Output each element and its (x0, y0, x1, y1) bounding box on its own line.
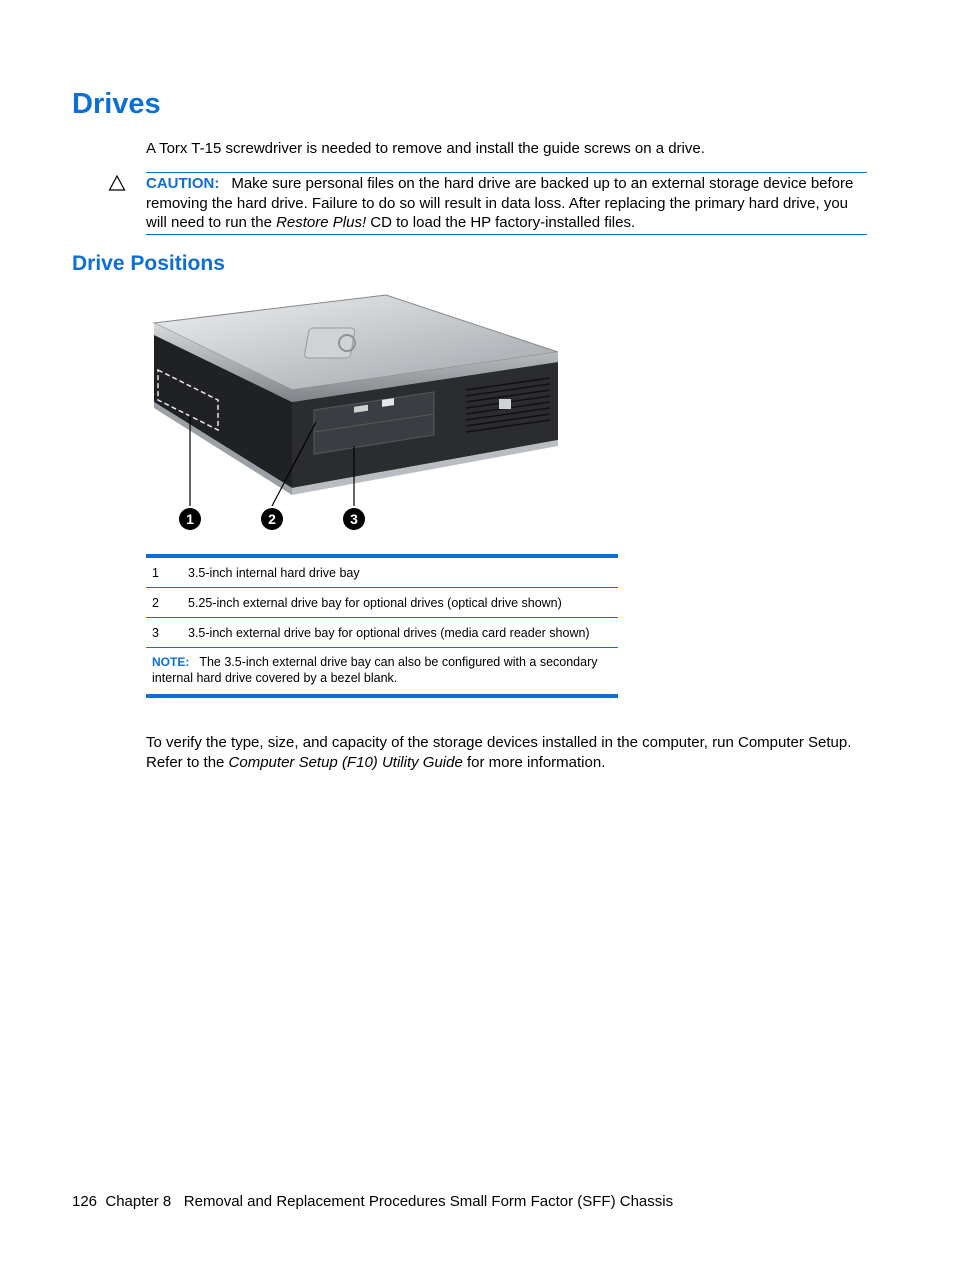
outro-paragraph (146, 733, 866, 772)
warning-triangle-icon (108, 174, 126, 192)
footer-chapter: Chapter 8 (105, 1193, 172, 1210)
callout-1: 1 (186, 511, 194, 527)
table-row (146, 588, 618, 618)
outro-text-before: To verify the type, size, and capacity of the storage devices installed in the computer, run Computer Setup. Refer to the (146, 734, 852, 771)
table-row (146, 618, 618, 648)
outro-text-after: for more information. (462, 753, 606, 771)
section-heading: Drive Positions (72, 252, 225, 275)
page-footer (72, 1193, 673, 1210)
row-description: 3.5-inch internal hard drive bay (182, 556, 618, 588)
table-note-row (146, 648, 618, 697)
note-label: NOTE: (152, 655, 190, 669)
page-title: Drives (72, 88, 161, 120)
intro-paragraph: A Torx T-15 screwdriver is needed to remove and install the guide screws on a drive. (146, 140, 705, 157)
outro-text-italic: Computer Setup (F10) Utility Guide (228, 753, 463, 771)
callout-2: 2 (268, 511, 276, 527)
row-description: 5.25-inch external drive bay for optional drives (optical drive shown) (182, 588, 618, 618)
row-description: 3.5-inch external drive bay for optional drives (media card reader shown) (182, 618, 618, 648)
caution-text-after: CD to load the HP factory-installed files. (366, 214, 636, 231)
footer-title: Removal and Replacement Procedures Small Form Factor (SFF) Chassis (183, 1193, 674, 1210)
note-cell (146, 648, 618, 697)
caution-text-before: Make sure personal files on the hard drive are backed up to an external storage device before removing the hard drive. Failure to do so will result in data loss. After replacing the primary hard drive, you will need to run the (146, 175, 854, 231)
computer-chassis-illustration (146, 290, 566, 538)
table-row (146, 556, 618, 588)
footer-page-number: 126 (72, 1193, 98, 1210)
caution-text-italic: Restore Plus! (276, 214, 367, 231)
caution-label: CAUTION: (146, 175, 220, 192)
row-number: 2 (146, 588, 182, 618)
note-text: The 3.5-inch external drive bay can also be configured with a secondary internal hard drive covered by a bezel blank. (152, 655, 598, 685)
drive-legend-table (146, 554, 618, 698)
row-number: 1 (146, 556, 182, 588)
callout-3: 3 (350, 511, 358, 527)
row-number: 3 (146, 618, 182, 648)
caution-box (146, 172, 867, 235)
